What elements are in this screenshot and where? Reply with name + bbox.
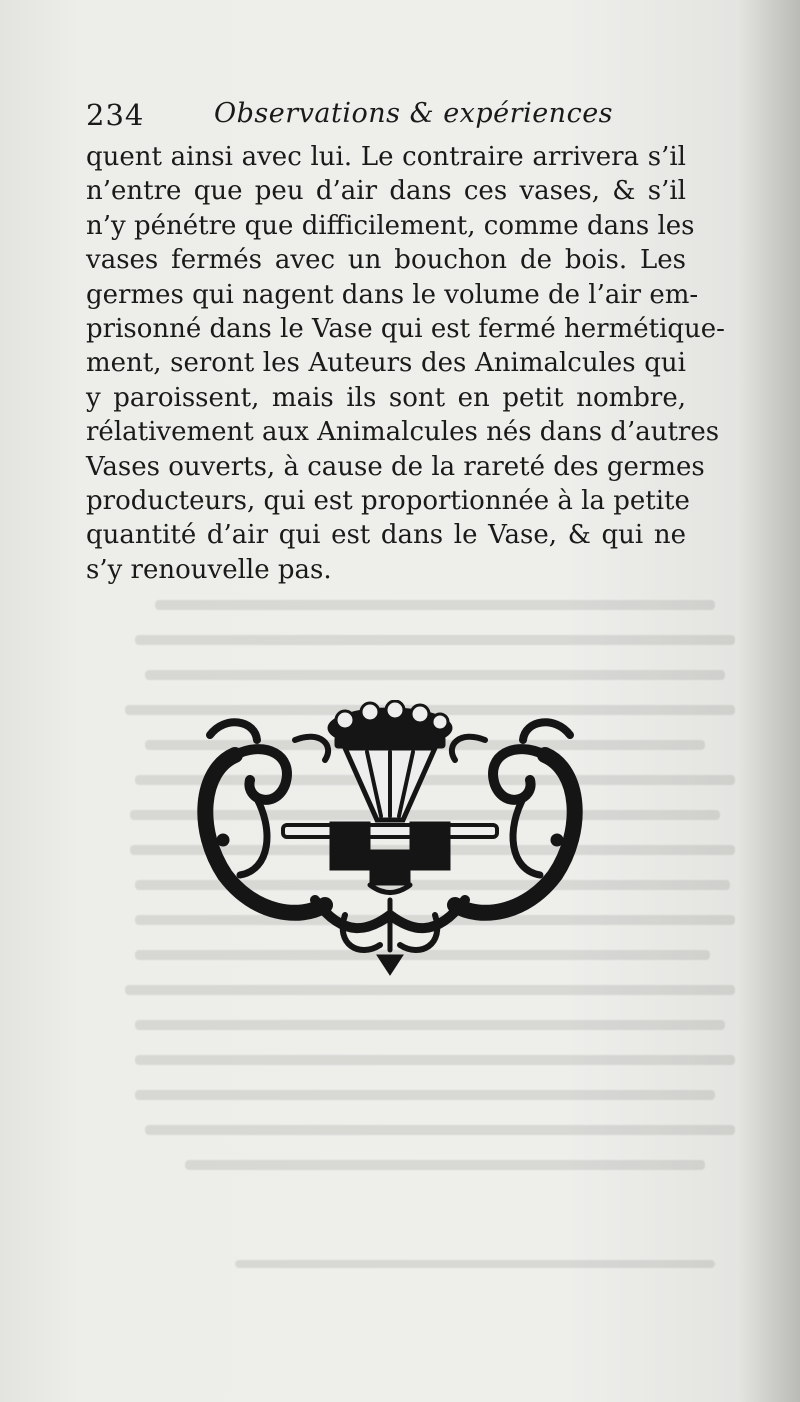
page-edge-shadow xyxy=(740,0,800,1402)
text-line: quantité d’air qui est dans le Vase, & qui ne xyxy=(86,520,686,551)
text-line: quent ainsi avec lui. Le contraire arrivera s’il xyxy=(86,142,686,172)
text-line: n’entre que peu d’air dans ces vases, & s’il xyxy=(86,176,686,207)
page-number: 234 xyxy=(86,98,145,132)
text-line: y paroissent, mais ils sont en petit nombre, xyxy=(86,382,686,413)
text-line: germes qui nagent dans le volume de l’air em- xyxy=(86,279,699,310)
text-line-last: s’y renouvelle pas. xyxy=(86,554,332,585)
running-title: Observations & expériences xyxy=(214,98,614,129)
text-line: n’y pénétre que difficilement, comme dans les xyxy=(86,210,695,241)
text-line: vases fermés avec un bouchon de bois. Les xyxy=(86,245,686,276)
text-line: Vases ouverts, à cause de la rareté des germes xyxy=(86,451,705,482)
text-line: producteurs, qui est proportionnée à la petite xyxy=(86,485,690,516)
text-line: prisonné dans le Vase qui est fermé hermétique- xyxy=(86,313,725,344)
body-paragraph xyxy=(86,140,725,587)
text-line: rélativement aux Animalcules nés dans d’autres xyxy=(86,417,720,448)
running-header xyxy=(86,98,686,138)
text-line: ment, seront les Auteurs des Animalcules qui xyxy=(86,348,686,379)
floral-vignette-icon xyxy=(195,700,585,980)
